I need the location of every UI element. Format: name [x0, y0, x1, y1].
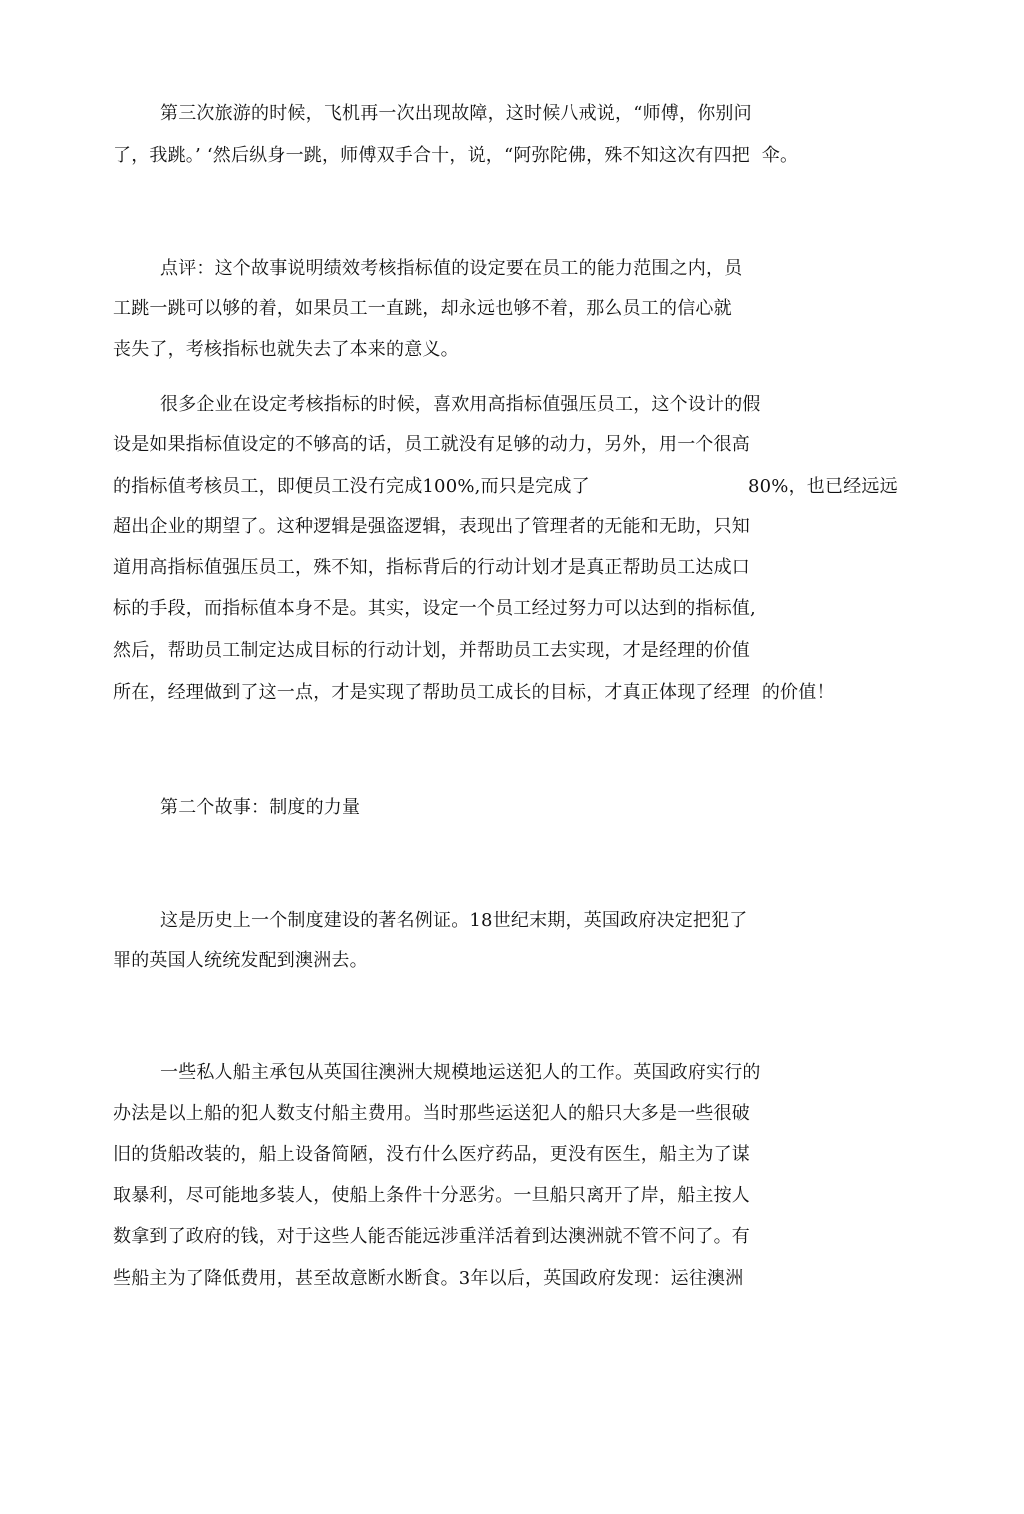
analysis-line-6: 标的手段，而指标值本身不是。其实，设定一个员工经过努力可以达到的指标值, — [113, 598, 756, 619]
analysis-line-1: 很多企业在设定考核指标的时候，喜欢用高指标值强压员工，这个设计的假 — [160, 394, 761, 415]
story2-body-line-4: 取暴利，尽可能地多装人，使船上条件十分恶劣。一旦船只离开了岸，船主按人 — [113, 1185, 750, 1206]
comment-line-3: 丧失了，考核指标也就失去了本来的意义。 — [113, 339, 459, 360]
analysis-line-3a: 的指标值考核员工，即便员工没冇完成100%,而只是完成了 — [113, 476, 590, 497]
story1-line-2: 了，我跳。’ ‘然后纵身一跳，师傅双手合十，说，“阿弥陀佛，殊不知这次有四把 伞。 — [113, 145, 799, 166]
story2-body-line-3: 旧的货船改装的，船上设备简陋，没冇什么医疗药品，更没有医生，船主为了谋 — [113, 1144, 750, 1165]
story2-heading: 第二个故事：制度的力量 — [160, 797, 361, 818]
comment-line-2: 工跳一跳可以够的着，如果员工一直跳，却永远也够不着，那么员工的信心就 — [113, 298, 732, 319]
story2-intro-line-1: 这是历史上一个制度建设的著名例证。18世纪末期，英国政府决定把犯了 — [160, 910, 748, 931]
story2-body-line-1: 一些私人船主承包从英国往澳洲大规模地运送犯人的工作。英国政府实行的 — [160, 1062, 761, 1083]
analysis-line-2: 设是如果指标值设定的不够高的话，员工就没有足够的动力，另外，用一个很高 — [113, 434, 750, 455]
analysis-line-5: 道用高指标值强压员工，殊不知，指标背后的行动计划才是真正帮助员工达成口 — [113, 557, 750, 578]
analysis-line-7: 然后，帮助员工制定达成目标的行动计划，并帮助员工去实现，才是经理的价值 — [113, 640, 750, 661]
story2-body-line-2: 办法是以上船的犯人数支付船主费用。当时那些运送犯人的船只大多是一些很破 — [113, 1103, 750, 1124]
story2-body-line-6: 些船主为了降低费用，甚至故意断水断食。3年以后，英国政府发现：运往澳洲 — [113, 1268, 744, 1289]
comment-line-1: 点评：这个故事说明绩效考核指标值的设定要在员工的能力范围之内，员 — [160, 258, 743, 279]
analysis-line-3b: 80%，也已经远远 — [748, 476, 898, 497]
analysis-line-4: 超出企业的期望了。这种逻辑是强盗逻辑，表现出了管理者的无能和无助，只知 — [113, 516, 750, 537]
analysis-line-8: 所在，经理做到了这一点，才是实现了帮助员工成长的目标，才真正体现了经理 的价值！ — [113, 682, 835, 703]
story1-line-1: 第三次旅游的时候，飞机再一次出现故障，这时候八戒说，“师傅，你别问 — [160, 103, 752, 124]
story2-body-line-5: 数拿到了政府的钱，对于这些人能否能远涉重洋活着到达澳洲就不管不问了。有 — [113, 1226, 750, 1247]
story2-intro-line-2: 罪的英国人统统发配到澳洲去。 — [113, 950, 368, 971]
